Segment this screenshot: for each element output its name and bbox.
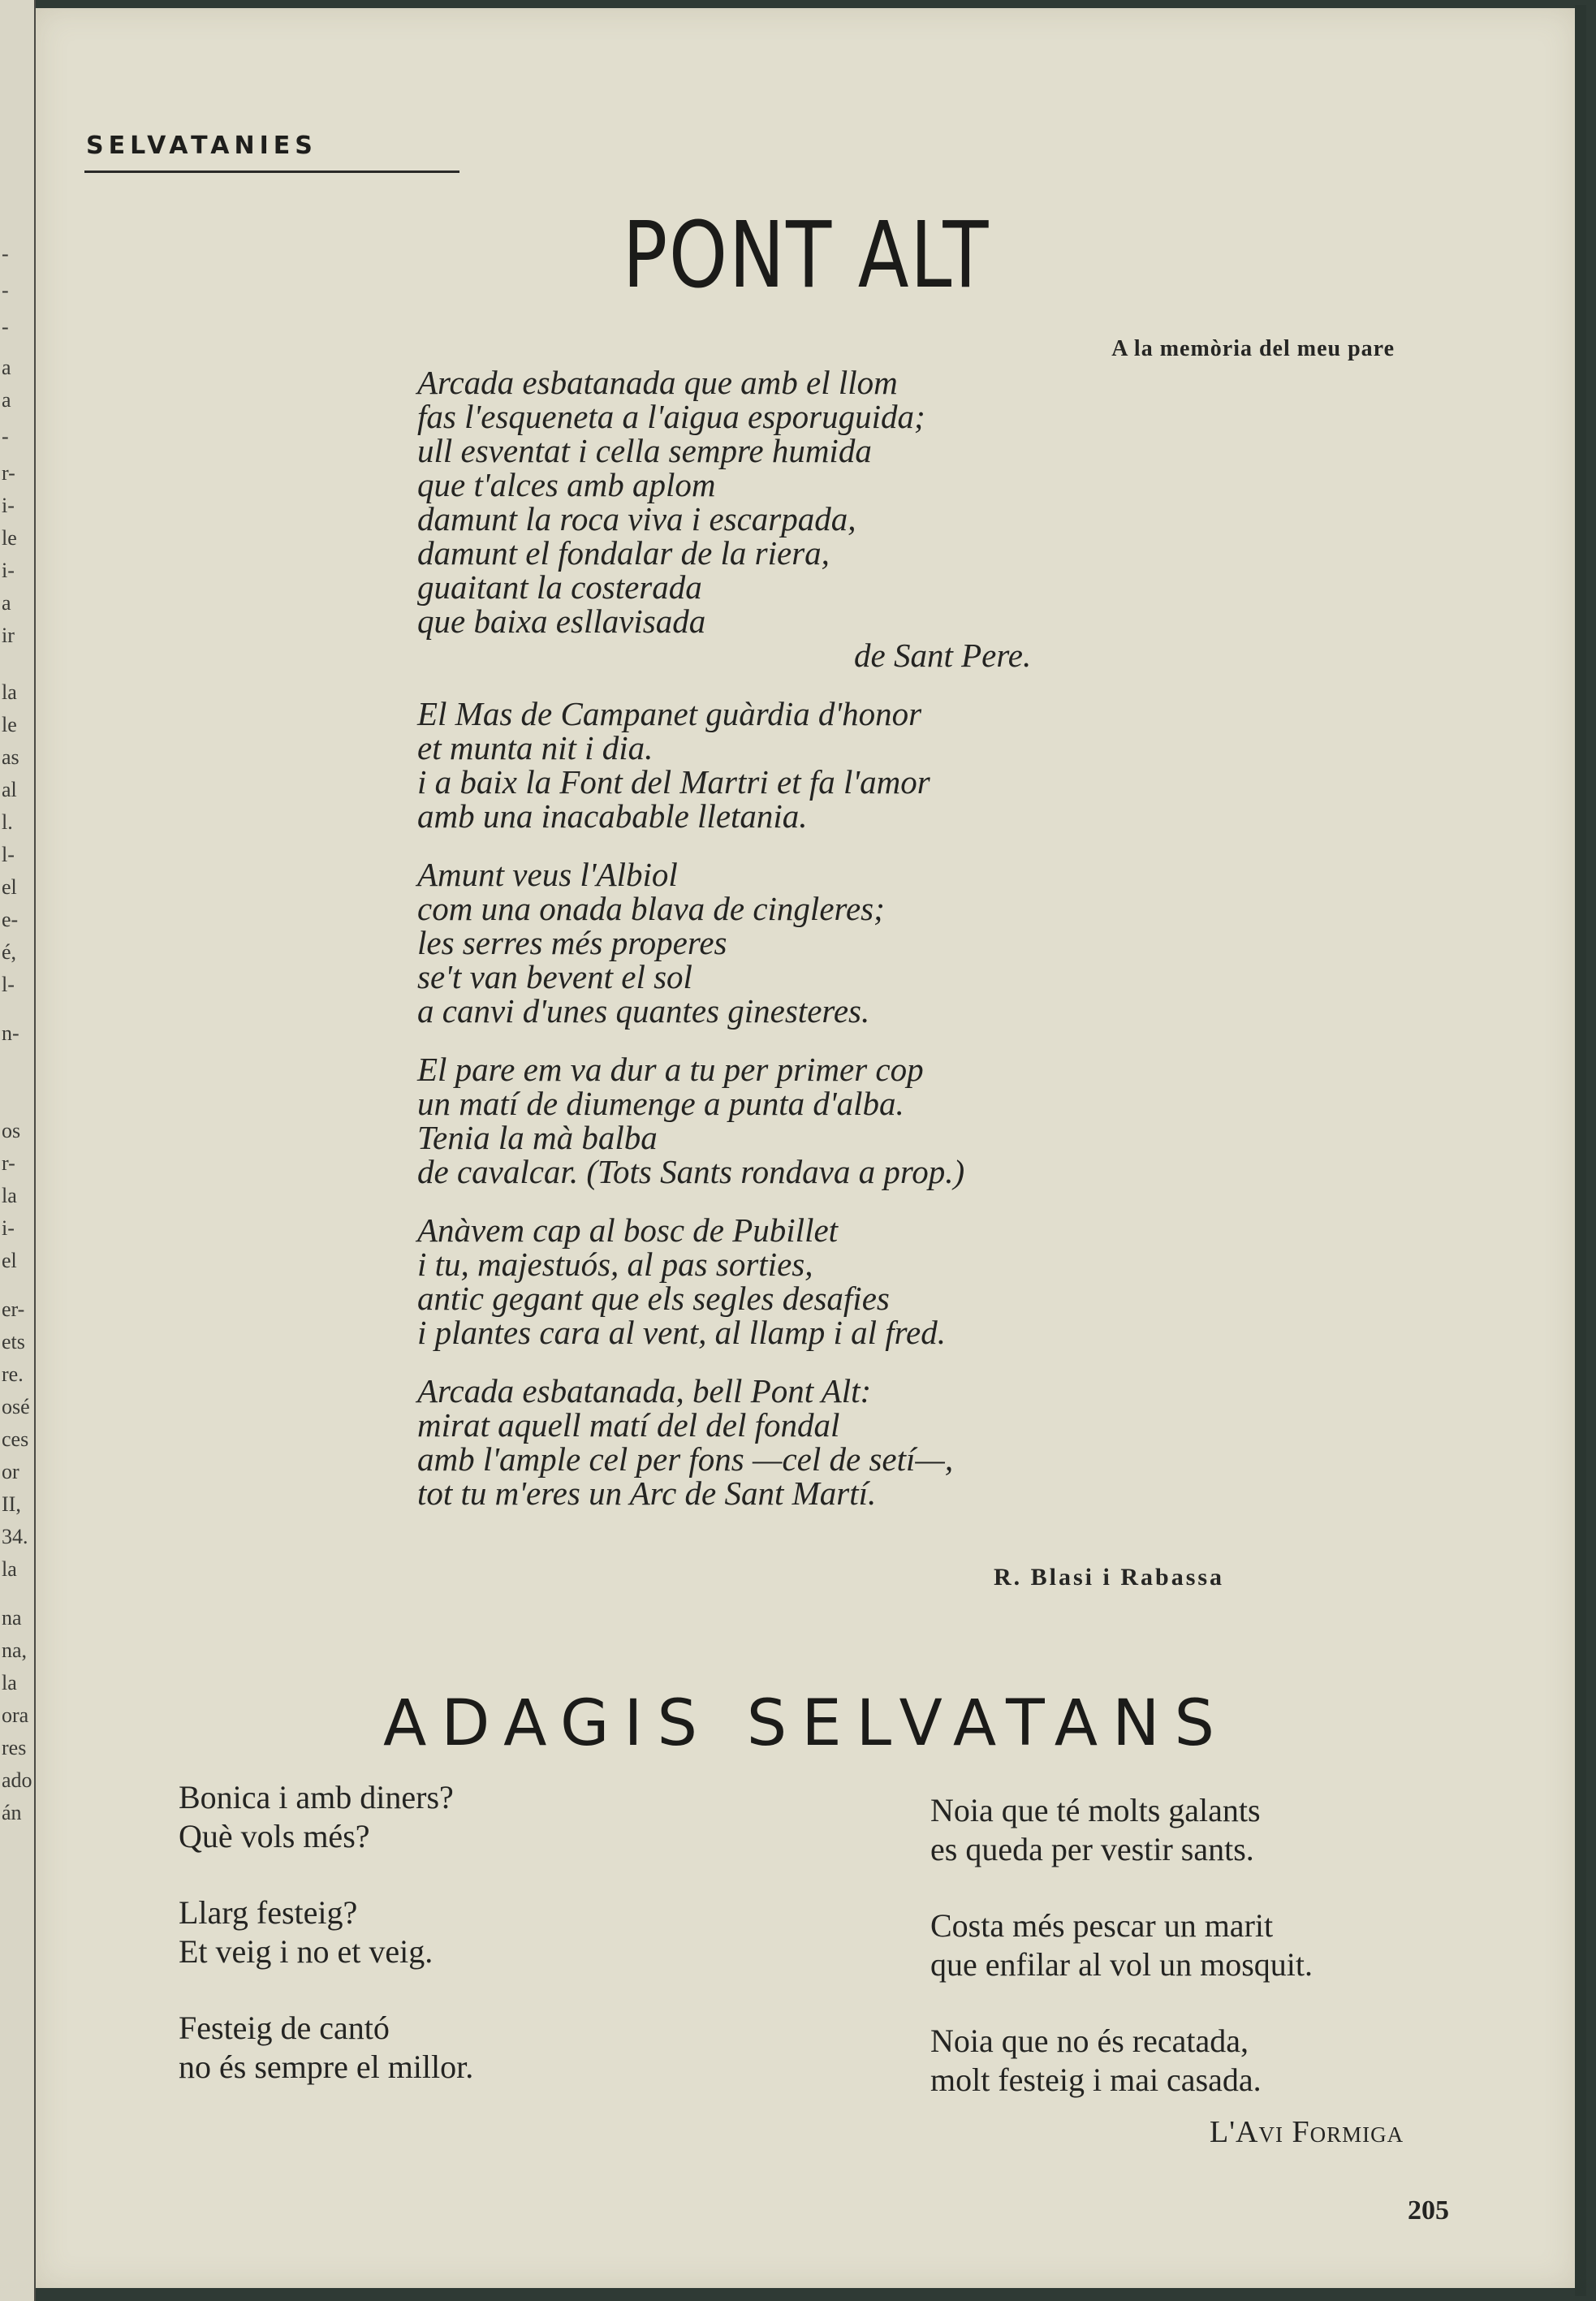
adage — [179, 1778, 698, 1856]
page-number: 205 — [1408, 2195, 1449, 2225]
adage-line: es queda per vestir sants. — [930, 1831, 1254, 1867]
adage-line: Què vols més? — [179, 1818, 370, 1854]
poem-stanza — [417, 1213, 1310, 1349]
adage-line: Costa més pescar un marit — [930, 1907, 1274, 1944]
previous-page-text-fragment: l- — [2, 973, 15, 996]
previous-page-text-fragment: ces — [2, 1427, 29, 1451]
previous-page-text-fragment: or — [2, 1460, 19, 1483]
poem-title: PONT ALT — [622, 203, 990, 309]
previous-page-text-fragment: le — [2, 526, 17, 550]
previous-page-text-fragment: os — [2, 1119, 21, 1142]
poem-line: Arcada esbatanada que amb el llom — [417, 364, 898, 401]
previous-page-text-fragment: r- — [2, 1151, 15, 1175]
magazine-page — [36, 8, 1577, 2288]
adage — [930, 1906, 1547, 1984]
poem-author: R. Blasi i Rabassa — [994, 1564, 1225, 1591]
previous-page-text-fragment: l- — [2, 843, 15, 866]
poem-line: i plantes cara al vent, al llamp i al fred. — [417, 1314, 946, 1351]
poem-line: de Sant Pere. — [854, 637, 1032, 674]
poem-line: Arcada esbatanada, bell Pont Alt: — [417, 1372, 872, 1410]
poem-line: com una onada blava de cingleres; — [417, 890, 885, 927]
previous-page-text-fragment: a — [2, 591, 11, 615]
poem-line: un matí de diumenge a punta d'alba. — [417, 1085, 904, 1122]
previous-page-text-fragment: la — [2, 1184, 17, 1207]
previous-page-text-fragment: n- — [2, 1021, 19, 1045]
adages-left-column — [179, 1778, 698, 2124]
adage-line: Festeig de cantó — [179, 2010, 390, 2046]
poem-line: fas l'esqueneta a l'aigua esporuguida; — [417, 398, 925, 435]
previous-page-text-fragment: la — [2, 680, 17, 704]
poem-line: a canvi d'unes quantes ginesteres. — [417, 992, 870, 1030]
adage-line: Noia que té molts galants — [930, 1792, 1261, 1828]
poem-line: Tenia la mà balba — [417, 1119, 658, 1156]
adage-line: Llarg festeig? — [179, 1894, 358, 1931]
previous-page-text-fragment: i- — [2, 559, 15, 582]
previous-page-text-fragment: - — [2, 425, 9, 448]
previous-page-text-fragment: 34. — [2, 1525, 28, 1548]
poem-line: damunt el fondalar de la riera, — [417, 534, 830, 572]
adage-line: Noia que no és recatada, — [930, 2023, 1249, 2059]
poem-line: i tu, majestuós, al pas sorties, — [417, 1245, 813, 1283]
previous-page-text-fragment: as — [2, 745, 19, 769]
previous-page-text-fragment: e- — [2, 908, 19, 931]
previous-page-text-fragment: - — [2, 278, 9, 302]
previous-page-text-fragment: er- — [2, 1297, 25, 1321]
poem-line: Amunt veus l'Albiol — [417, 856, 678, 893]
previous-page-text-fragment: ets — [2, 1330, 25, 1353]
previous-page-text-fragment: el — [2, 1249, 17, 1272]
poem-line: Anàvem cap al bosc de Pubillet — [417, 1211, 839, 1249]
section-label: SELVATANIES — [86, 132, 317, 160]
previous-page-text-fragment: é, — [2, 940, 17, 964]
header-divider — [84, 171, 459, 173]
poem-stanza — [417, 697, 1310, 833]
poem-line: que t'alces amb aplom — [417, 466, 716, 503]
adages-author — [1210, 2114, 1404, 2150]
poem-line: amb una inacabable lletania. — [417, 797, 808, 835]
previous-page-text-fragment: - — [2, 315, 9, 339]
poem-stanza — [417, 857, 1310, 1028]
poem-stanza — [417, 1052, 1310, 1189]
poem-line: amb l'ample cel per fons —cel de setí—, — [417, 1440, 954, 1478]
poem-line: que baixa esllavisada — [417, 602, 706, 640]
previous-page-text-fragment: a — [2, 356, 11, 379]
adage-line: Et veig i no et veig. — [179, 1933, 434, 1970]
adages-author-name: L'Avi Formiga — [1210, 2115, 1404, 2149]
poem-line: guaitant la costerada — [417, 568, 702, 606]
previous-page-text-fragment: ir — [2, 624, 15, 647]
previous-page-text-fragment: na, — [2, 1638, 28, 1662]
adage-line: molt festeig i mai casada. — [930, 2061, 1262, 2098]
previous-page-text-fragment: - — [2, 242, 9, 266]
previous-page-text-fragment: i- — [2, 494, 15, 517]
adage-line: no és sempre el millor. — [179, 2048, 474, 2085]
adage — [179, 1893, 698, 1971]
previous-page-text-fragment: ado — [2, 1768, 32, 1792]
poem-line: se't van bevent el sol — [417, 958, 692, 995]
poem-dedication: A la memòria del meu pare — [1111, 336, 1395, 361]
poem-stanza — [417, 1374, 1310, 1510]
poem-line: les serres més properes — [417, 924, 727, 961]
previous-page-text-fragment: a — [2, 388, 11, 412]
previous-page-text-fragment: le — [2, 713, 17, 736]
previous-page-text-fragment: osé — [2, 1395, 30, 1418]
previous-page-text-fragment: l. — [2, 810, 13, 834]
previous-page-text-fragment: ora — [2, 1703, 29, 1727]
previous-page-text-fragment: II, — [2, 1492, 21, 1516]
page-right-edge — [1575, 5, 1586, 2296]
previous-page-text-fragment: el — [2, 875, 17, 899]
poem-line: El pare em va dur a tu per primer cop — [417, 1051, 924, 1088]
previous-page-text-fragment: na — [2, 1606, 22, 1630]
poem-line: El Mas de Campanet guàrdia d'honor — [417, 695, 922, 732]
poem-body — [417, 365, 1310, 1535]
poem-line: et munta nit i dia. — [417, 729, 653, 766]
previous-page-text-fragment: re. — [2, 1362, 24, 1386]
poem-line: damunt la roca viva i escarpada, — [417, 500, 856, 537]
adage — [930, 2022, 1547, 2100]
adage-line: que enfilar al vol un mosquit. — [930, 1946, 1313, 1983]
poem-line: de cavalcar. (Tots Sants rondava a prop.) — [417, 1153, 965, 1190]
poem-line: tot tu m'eres un Arc de Sant Martí. — [417, 1474, 877, 1512]
previous-page-edge — [0, 0, 36, 2301]
adage — [930, 1791, 1547, 1869]
adages-right-column — [930, 1791, 1547, 2137]
poem-stanza — [417, 365, 1310, 672]
adage-line: Bonica i amb diners? — [179, 1779, 454, 1815]
adages-title: ADAGIS SELVATANS — [383, 1687, 1229, 1760]
previous-page-text-fragment: la — [2, 1557, 17, 1581]
previous-page-text-fragment: res — [2, 1736, 27, 1759]
previous-page-text-fragment: r- — [2, 461, 15, 485]
previous-page-text-fragment: i- — [2, 1216, 15, 1240]
poem-line: ull esventat i cella sempre humida — [417, 432, 872, 469]
poem-line: antic gegant que els segles desafies — [417, 1280, 890, 1317]
adage — [179, 2009, 698, 2087]
poem-line: i a baix la Font del Martri et fa l'amor — [417, 763, 930, 801]
poem-line: mirat aquell matí del del fondal — [417, 1406, 840, 1444]
previous-page-text-fragment: án — [2, 1801, 22, 1824]
previous-page-text-fragment: al — [2, 778, 17, 801]
previous-page-text-fragment: la — [2, 1671, 17, 1694]
